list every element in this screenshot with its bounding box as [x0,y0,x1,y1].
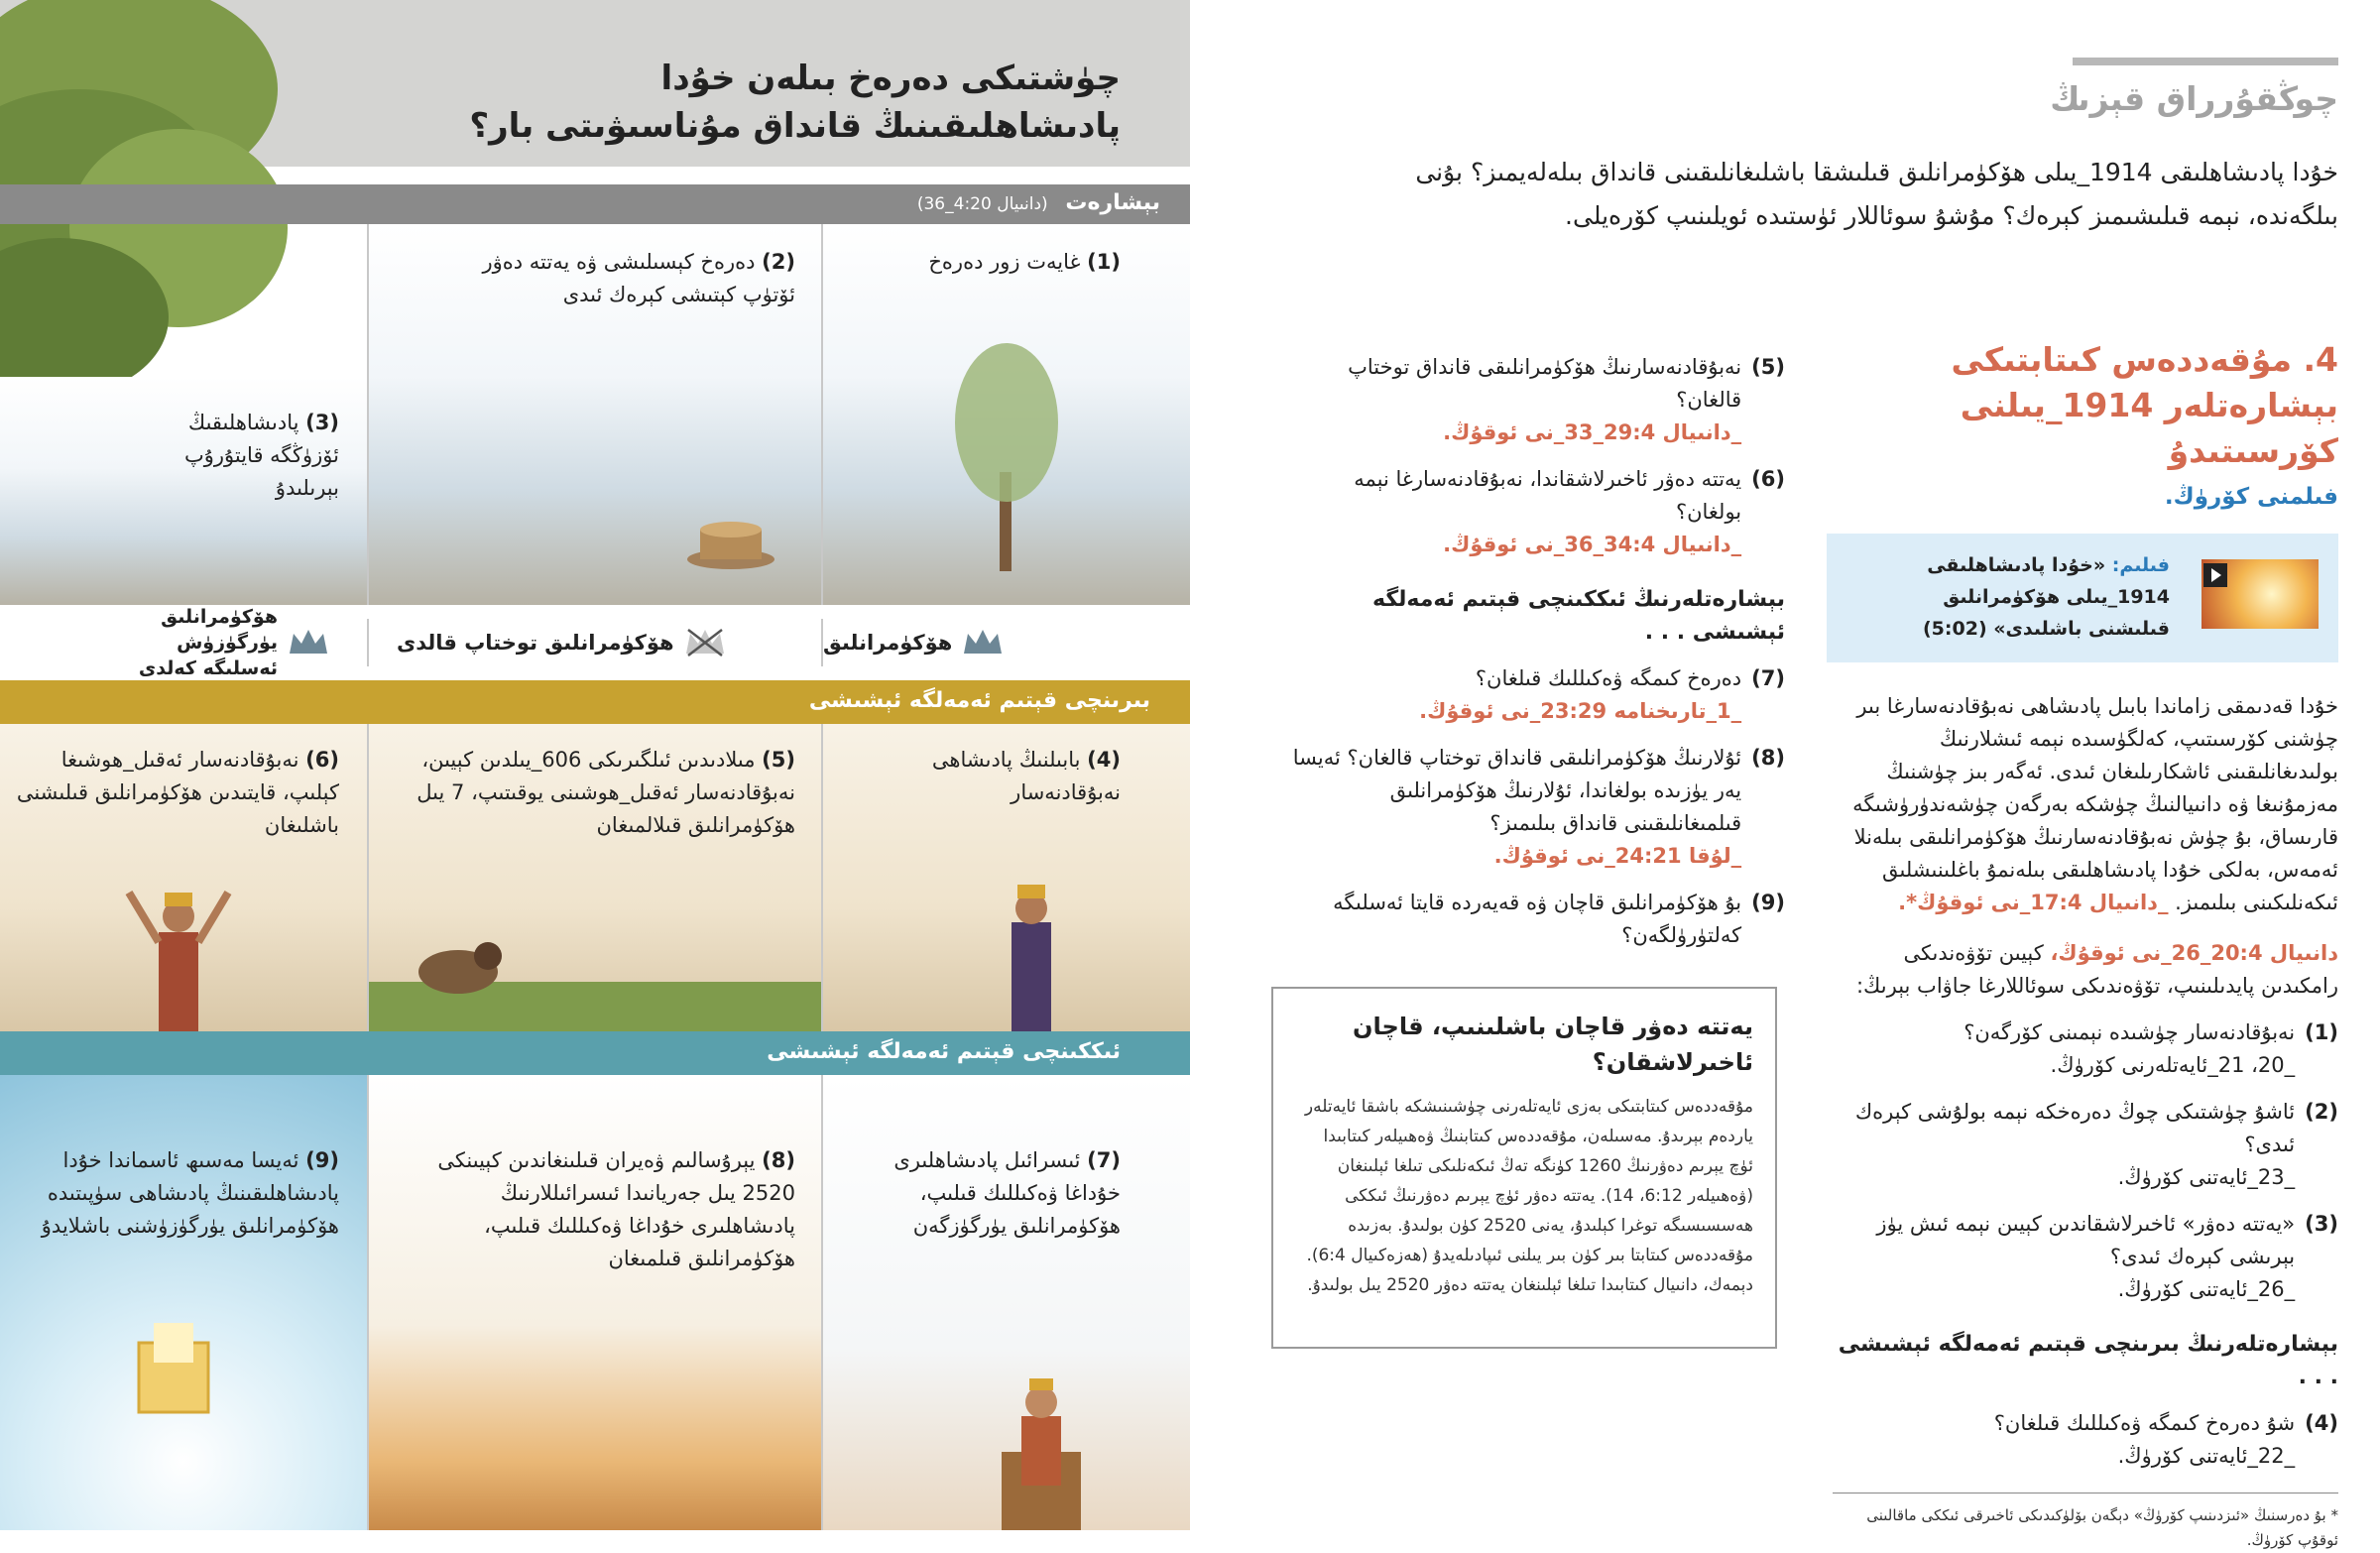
panel-8 [369,1075,821,1530]
scripture-ref[interactable]: _دانىيال 17:4_نى ئوقۇڭ*. [1898,891,2169,914]
scripture-ref[interactable]: _دانىيال 34:4_36_نى ئوقۇڭ. [1443,533,1742,556]
video-caption [1872,549,2170,645]
divider [367,619,369,666]
divider [821,619,823,666]
prophecy-band-ref: (دانىيال 4:20_36) [916,194,1048,214]
seven-times-sidebar [1271,987,1777,1349]
video-title: «خۇدا پادىشاھلىقى 1914_يىلى ھۆكۈمرانلىق قىلىشنى باشلىدى» (5:02) [1922,554,2170,640]
panel-7-text: (7) ئىسرائىل پادىشاھلىرى خۇداغا ۋەكىللىك قىلىپ، ھۆكۈمرانلىق يۈرگۈزگەن [893,1148,1121,1238]
question-item: (7) دەرەخ كىمگە ۋەكىللىك قىلغان؟ _1_تارىخنامە 23:29_نى ئوقۇڭ. [1289,662,1785,728]
question-item: (9) بۇ ھۆكۈمرانلىق قاچان ۋە قەيەردە قايتا ئەسلىگە كەلتۈرۈلگەن؟ [1333,891,1785,947]
question-item: (6) يەتتە دەۋر ئاخىرلاشقاندا، نەبۇقادنەسارغا نېمە بولغان؟ _دانىيال 34:4_36_نى ئوقۇڭ. [1289,463,1785,561]
dig-deeper-kicker: چوڭقۇرراق قېزىڭ [2050,79,2338,118]
panel-5-text: (5) مىلادىدىن ئىلگىرىكى 606_يىلدىن كېيىن، نەبۇقادنەسار ئەقىل_ھوشىنى يوقىتىپ، 7 يىل ھۆكۈمرانلىق قىلالمىغان [416,748,795,837]
paragraph-2: دانىيال 20:4_26_نى ئوقۇڭ، كېيىن تۆۋەندىكى رامكىدىن پايدىلىنىپ، تۆۋەندىكى سوئاللارغا جاۋاب بېرىڭ: [1855,941,2338,998]
panel-7 [823,1075,1190,1530]
panel-2-text: (2) دەرەخ كېسىلىشى ۋە يەتتە دەۋر ئۆتۈپ كېتىشى كېرەك ئىدى [482,250,795,306]
right-column [1827,337,2338,1553]
prophecy-band-label: بېشارەت [1065,190,1160,215]
crown-stopped: ھۆكۈمرانلىق توختاپ قالدى [397,605,793,680]
stump-illustration [686,512,775,571]
small-tree-illustration [952,333,1061,571]
page-title: چۈشتىكى دەرەخ بىلەن خۇدا پادىشاھلىقىنىڭ قانداق مۇناسىۋىتى بار؟ [469,59,1121,146]
left-page [0,0,1190,1530]
middle-column [1289,337,1785,966]
second-fulfillment-band [0,1031,1190,1075]
scripture-ref[interactable]: _دانىيال 29:4_33_نى ئوقۇڭ. [1443,420,1742,444]
divider [821,724,823,1031]
second-fulfillment-subhead: بېشارەتلەرنىڭ ئىككىنچى قېتىم ئەمەلگە ئېشىشى . . . [1371,587,1785,645]
panel-6 [0,724,367,1031]
question-list-2 [1827,1407,2338,1473]
crown-restored: ھۆكۈمرانلىق يۈرگۈزۈش ئەسلىگە كەلدى [99,605,347,680]
divider [367,1075,369,1530]
question-item: (2) ئاشۇ چۈشتىكى چوڭ دەرەخكە نېمە بولۇشى كېرەك ئىدى؟ _23_ئايەتنى كۆرۈڭ. [1854,1100,2338,1189]
play-icon[interactable] [2203,563,2227,587]
panel-6-text: (6) نەبۇقادنەسار ئەقىل_ھوشىغا كېلىپ، قايتىدىن ھۆكۈمرانلىق قىلىشنى باشلىغان [16,748,339,837]
right-page [1190,0,2380,1549]
question-item: (8) ئۇلارنىڭ ھۆكۈمرانلىقى قانداق توختاپ قالغان؟ ئەيسا يەر يۈزىدە بولغاندا، ئۇلارنىڭ ھۆكۈمرانلىق قىلمىغانلىقىنى قانداق بىلىمىز؟ _لۇقا 24:21_نى ئوقۇڭ. [1289,742,1785,873]
panel-5 [369,724,821,1031]
panel-8-text: (8) يېرۇسالىم ۋەيران قىلىنغاندىن كېيىنكى 2520 يىل جەريانىدا ئىسرائىللارنىڭ پادىشاھلىرى خۇداغا ۋەكىللىك قىلىپ، ھۆكۈمرانلىق قىلمىغان [437,1148,795,1270]
section-title: 4. مۇقەددەس كىتابتىكى بېشارەتلەر 1914_يىلنى كۆرسىتىدۇ [1951,340,2338,470]
first-fulfillment-band [0,680,1190,724]
crown-ruling: ھۆكۈمرانلىق [823,605,1121,680]
first-fulfillment-label: بىرىنچى قېتىم ئەمەلگە ئېشىشى [808,688,1150,713]
divider [367,224,369,605]
panel-3-text: (3) پادىشاھلىقىڭ ئۆزۈڭگە قايتۇرۇپ بېرىلىدۇ [183,411,339,500]
crawling-king-illustration [409,922,508,1002]
scripture-ref[interactable]: _1_تارىخنامە 23:29_نى ئوقۇڭ. [1419,699,1742,723]
israel-king-illustration [972,1363,1111,1530]
divider [821,1075,823,1530]
question-list-1 [1827,1016,2338,1306]
panel-1 [823,224,1190,605]
praising-king-illustration [119,873,238,1031]
panel-1-text: (1) غايەت زور دەرەخ [928,250,1121,274]
scripture-ref[interactable]: دانىيال 20:4_26_نى ئوقۇڭ، [2050,941,2338,965]
panel-4 [823,724,1190,1031]
divider [821,224,823,605]
panel-9 [0,1075,367,1530]
watch-film-link[interactable]: فىلمنى كۆرۈڭ. [2164,484,2338,510]
video-label: فىلىم: [2111,554,2170,576]
paragraph-1: خۇدا قەدىمقى زاماندا بابىل پادىشاھى نەبۇقادنەسارغا بىر چۈشنى كۆرسىتىپ، كەلگۈسىدە نېمە ئىشلارنىڭ بولىدىغانلىقىنى ئاشكارىلىغان ئىدى. ئەگەر بىز چۈشنىڭ مەزمۇنىغا ۋە دانىيالنىڭ چۈشكە بەرگەن چۈشەندۈرۈشىگە قارىساق، بۇ چۈش نەبۇقادنەسارنىڭ ھۆكۈمرانلىقى بىلەنلا ئەمەس، بەلكى خۇدا پادىشاھلىقى بىلەنمۇ باغلىنىشلىق ئىكەنلىكىنى بىلىمىز. _دانىيال 17:4_نى ئوقۇڭ*. [1852,694,2338,914]
panel-2 [369,224,821,605]
king-illustration [982,873,1081,1031]
panel-4-text: (4) بابىلنىڭ پادىشاھى نەبۇقادنەسار [931,748,1121,804]
video-card[interactable] [1827,534,2338,662]
crossed-crown-icon [684,628,726,657]
sidebar-text: مۇقەددەس كىتابتىكى بەزى ئايەتلەرنى چۈشىنىشكە باشقا ئايەتلەر ياردەم بېرىدۇ. مەسىلەن، مۇقەددەس كىتابنىڭ ۋەھىيلەر كىتابىدا ئۈچ يېرىم دەۋرنىڭ 1260 كۈنگە تەڭ ئىكەنلىكى تىلغا ئېلىنغان (ۋەھىيلەر 6:12، 14). يەتتە دەۋر ئۈچ يېرىم دەۋرنىڭ ئىككى ھەسسىسىگە توغرا كېلىدۇ، يەنى 2520 كۈن بولىدۇ. بەزىدە مۇقەددەس كىتابتا بىر كۈن بىر يىلنى ئىپادىلەيدۇ (ھەزەكىيال 6:4). دېمەك، دانىيال كىتابىدا تىلغا ئېلىنغان يەتتە دەۋر 2520 يىل بولىدۇ. [1304,1097,1753,1295]
crown-icon [288,628,329,657]
prophecy-band [0,184,1190,224]
header-rule [2073,58,2338,65]
question-list-4 [1289,662,1785,952]
crown-icon [962,628,1004,657]
divider [367,724,369,1031]
question-item: (3) «يەتتە دەۋر» ئاخىرلاشقاندىن كېيىن نېمە ئىش يۈز بېرىشى كېرەك ئىدى؟ _26_ئايەتنى كۆرۈڭ. [1876,1212,2338,1301]
question-list-3 [1289,351,1785,561]
second-fulfillment-label: ئىككىنچى قېتىم ئەمەلگە ئېشىشى [767,1039,1121,1064]
question-item: (4) شۇ دەرەخ كىمگە ۋەكىللىك قىلغان؟ _22_ئايەتنى كۆرۈڭ. [1993,1411,2338,1468]
panel-3 [0,377,367,605]
footnote: * بۇ دەرسنىڭ «ئىزدىنىپ كۆرۈڭ» دېگەن بۆلۈكىدىكى ئاخىرقى ئىككى ماقالىنى ئوقۇپ كۆرۈڭ. [1833,1493,2338,1553]
question-item: (1) نەبۇقادنەسار چۈشىدە نېمىنى كۆرگەن؟ _20، 21_ئايەتلەرنى كۆرۈڭ. [1964,1020,2338,1077]
intro-paragraph: خۇدا پادىشاھلىقى 1914_يىلى ھۆكۈمرانلىق قىلىشقا باشلىغانلىقىنى قانداق بىلەلەيمىز؟ بۇنى بىلگەندە، نېمە قىلىشىمىز كېرەك؟ مۇشۇ سوئاللار ئۈستىدە ئويلىنىپ كۆرەيلى. [1415,158,2338,230]
question-item: (5) نەبۇقادنەسارنىڭ ھۆكۈمرانلىقى قانداق توختاپ قالغان؟ _دانىيال 29:4_33_نى ئوقۇڭ. [1289,351,1785,449]
crown-row [0,605,1190,680]
heavenly-throne-icon [129,1313,218,1412]
sidebar-title: يەتتە دەۋر قاچان باشلىنىپ، قاچان ئاخىرلاشقان؟ [1353,1013,1753,1076]
first-fulfillment-subhead: بېشارەتلەرنىڭ بىرىنچى قېتىم ئەمەلگە ئېشىشى . . . [1838,1332,2338,1389]
scripture-ref[interactable]: _لۇقا 24:21_نى ئوقۇڭ. [1493,844,1742,868]
panel-9-text: (9) ئەيسا مەسىھ ئاسماندا خۇدا پادىشاھلىقىنىڭ پادىشاھى سۈپىتىدە ھۆكۈمرانلىق يۈرگۈزۈشنى باشلايدۇ [41,1148,339,1238]
